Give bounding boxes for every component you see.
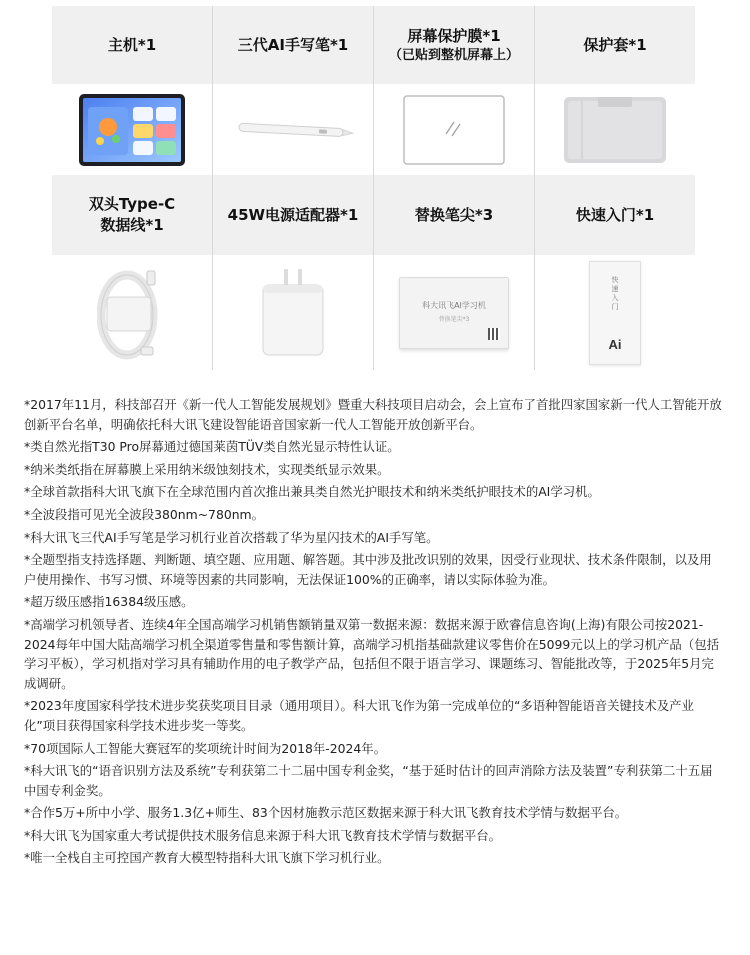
package-contents-grid — [52, 6, 694, 370]
footnote: *科大讯飞三代AI手写笔是学习机行业首次搭载了华为星闪技术的AI手写笔。 — [24, 529, 439, 545]
stylus-image — [213, 84, 373, 175]
case-image — [535, 84, 695, 175]
footnote: *唯一全栈自主可控国产教育大模型特指科大讯飞旗下学习机行业。 — [24, 850, 390, 866]
ai-logo: Ai — [608, 336, 622, 352]
adapter-image — [213, 255, 373, 370]
footnote: *合作5万+所中小学、服务1.3亿+师生、83个因材施教示范区数据来源于科大讯飞教育技术学情与数据平台。 — [24, 805, 628, 821]
tablet-image — [52, 84, 212, 175]
footnote: *高端学习机领导者、连续4年全国高端学习机销售额销量双第一数据来源：数据来源于欧睿信息咨询(上海)有限公司按2021-2024每年中国大陆高端学习机全渠道零售量和零售额计算，高端学习机指基础款建议零售价在5099元以上的学习机产品（包括学习平板），学习机指对学习具有辅助作用的电子教学产品，包括但不限于语言学习、课题练习、智能批改等，于2025年5月完成调研。 — [24, 616, 719, 691]
item-title: 三代AI手写笔*1 — [237, 35, 349, 54]
nib-box-image — [374, 255, 534, 370]
guide-label: 快速入门 — [611, 275, 619, 311]
item-title: 替换笔尖*3 — [414, 205, 494, 224]
screen-protector-image — [374, 84, 534, 175]
item-stylus — [213, 6, 373, 175]
item-quick-guide — [535, 175, 695, 370]
footnote: *科大讯飞的“语音识别方法及系统”专利获第二十二届中国专利金奖，“基于延时估计的回声消除方法及装置”专利获第二十五届中国专利金奖。 — [24, 763, 713, 798]
footnote: *70项国际人工智能大赛冠军的奖项统计时间为2018年-2024年。 — [24, 740, 387, 756]
item-cable — [52, 175, 212, 370]
item-title: 屏幕保护膜*1 — [407, 27, 501, 45]
item-title-line2: 数据线*1 — [100, 216, 164, 234]
item-title: 主机*1 — [107, 35, 157, 54]
item-power-adapter — [213, 175, 373, 370]
quick-guide-image — [535, 255, 695, 370]
footnote: *超万级压感指16384级压感。 — [24, 594, 194, 610]
footnote: *全题型指支持选择题、判断题、填空题、应用题、解答题。其中涉及批改识别的效果，因受行业现状、技术条件限制，以及用户使用操作、书写习惯、环境等因素的共同影响，无法保证100%的正确率，请以实际体验为准。 — [24, 552, 712, 587]
item-title: 快速入门*1 — [575, 205, 655, 224]
item-title-line1: 双头Type-C — [88, 195, 176, 213]
item-subtitle: （已贴到整机屏幕上） — [388, 48, 519, 63]
item-screen-protector — [374, 6, 534, 175]
footnote: *纳米类纸指在屏幕膜上采用纳米级蚀刻技术，实现类纸显示效果。 — [24, 461, 390, 477]
nib-box-sublabel: 替换笔尖*3 — [438, 315, 470, 323]
footnote: *全球首款指科大讯飞旗下在全球范围内首次推出兼具类自然光护眼技术和纳米类纸护眼技术的AI学习机。 — [24, 484, 600, 500]
footnotes — [24, 395, 724, 871]
item-case — [535, 6, 695, 175]
item-tablet — [52, 6, 212, 175]
footnote: *类自然光指T30 Pro屏幕通过德国莱茵TÜV类自然光显示特性认证。 — [24, 439, 400, 455]
footnote: *2017年11月，科技部召开《新一代人工智能发展规划》暨重大科技项目启动会，会上宣布了首批四家国家新一代人工智能开放创新平台名单，明确依托科大讯飞建设智能语音国家新一代人工智能开放创新平台。 — [24, 397, 722, 432]
footnote: *2023年度国家科学技术进步奖获奖项目目录（通用项目）。科大讯飞作为第一完成单位的“多语种智能语音关键技术及产业化”项目获得国家科学技术进步奖一等奖。 — [24, 698, 694, 733]
footnote: *科大讯飞为国家重大考试提供技术服务信息来源于科大讯飞教育技术学情与数据平台。 — [24, 827, 502, 843]
item-title: 45W电源适配器*1 — [227, 205, 359, 224]
cable-image — [52, 255, 212, 370]
qr-code-icon — [488, 328, 500, 340]
footnote: *全波段指可见光全波段380nm~780nm。 — [24, 506, 265, 522]
item-title: 保护套*1 — [583, 35, 647, 54]
nib-box-label: 科大讯飞AI学习机 — [422, 300, 486, 310]
item-replacement-nibs — [374, 175, 534, 370]
